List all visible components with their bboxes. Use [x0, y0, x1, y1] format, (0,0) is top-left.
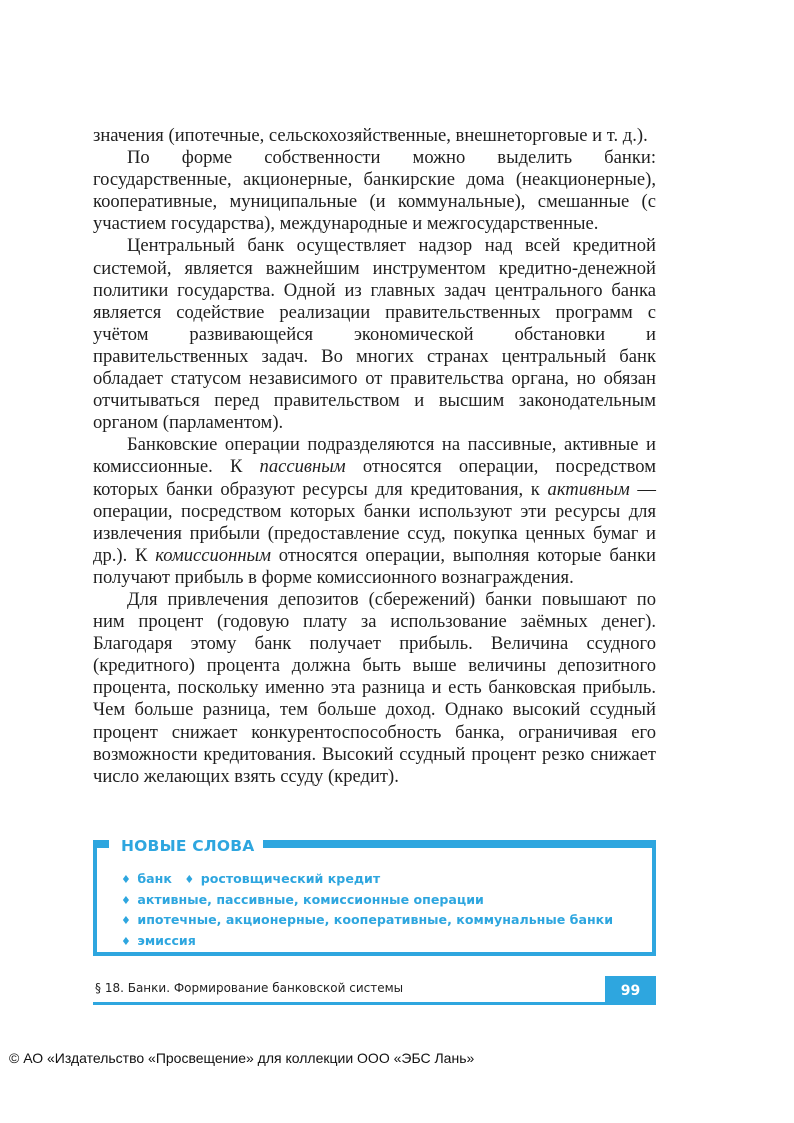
paragraph-5: Для привлечения депозитов (сбережений) банки повышают по ним процент (годовую плату за использование заёмных денег). Благодаря этому банк получает прибыль. Величина ссудного (кредитного) процента должна быть выше величины депозитного процента, поскольку именно эта разница и есть банковская прибыль. Чем больше разница, тем больше доход. Однако высокий ссудный процент снижает конкурентоспособность банка, ограничивая его возможности кредитования. Высокий ссудный процент резко снижает число желающих взять ссуду (кредит).: [93, 588, 656, 787]
new-words-line: [121, 931, 621, 952]
paragraph-4-part-3: — операции, посредством которых банки используют эти ресурсы для извлечения прибыли (предоставление ссуд, покупка ценных бумаг и др.). К: [93, 478, 657, 566]
new-words-topbar-right: [263, 840, 656, 848]
new-words-line: [121, 910, 621, 931]
new-words-title: НОВЫЕ СЛОВА: [121, 837, 255, 855]
term-active: активным: [547, 478, 630, 500]
new-words-box: [93, 837, 656, 956]
new-word: ипотечные, акционерные, кооперативные, коммунальные банки: [137, 912, 614, 927]
paragraph-4-part-2: относятся операции, посредством которых банки образуют ресурсы для кредитования, к: [93, 456, 656, 500]
diamond-bullet-icon: ♦: [121, 914, 131, 927]
diamond-bullet-icon: ♦: [121, 873, 131, 886]
diamond-bullet-icon: ♦: [184, 873, 195, 886]
diamond-bullet-icon: ♦: [121, 893, 131, 907]
new-words-line: [121, 869, 621, 890]
paragraph-2: По форме собственности можно выделить банки: государственные, акционерные, банкирские дома (неакционерные), кооперативные, муниципальные (и коммунальные), смешанные (с участием государства), международные и межгосударственные.: [93, 147, 656, 235]
paragraph-4-part-1: Банковские операции подразделяются на пассивные, активные и комиссионные. К: [93, 434, 656, 478]
copyright-notice: © АО «Издательство «Просвещение» для коллекции ООО «ЭБС Лань»: [9, 1050, 475, 1066]
diamond-bullet-icon: ♦: [121, 934, 131, 948]
new-words-topbar-left: [93, 840, 109, 848]
paragraph-1: значения (ипотечные, сельскохозяйственные, внешнеторговые и т. д.).: [93, 125, 648, 146]
term-commission: комиссионным: [155, 544, 271, 566]
term-passive: пассивным: [259, 456, 346, 478]
paragraph-3: Центральный банк осуществляет надзор над всей кредитной системой, является важнейшим инструментом кредитно-денежной политики государства. Одной из главных задач центрального банка является содействие реализации правительственных программ с учётом развивающейся экономической обстановки и правительственных задач. Во многих странах центральный банк обладает статусом независимого от правительства органа, но обязан отчитываться перед правительством и высшим законодательным органом (парламентом).: [93, 235, 656, 434]
new-word: эмиссия: [137, 932, 196, 948]
paragraph-4-part-4: относятся операции, выполняя которые банки получают прибыль в форме комиссионного вознаграждения.: [93, 544, 656, 588]
new-words-list: [121, 869, 621, 951]
new-words-line: [121, 890, 621, 911]
new-word: активные, пассивные, комиссионные операции: [137, 891, 484, 907]
body-text: [93, 125, 656, 788]
new-word: ростовщический кредит: [200, 871, 381, 886]
footer-divider: [93, 1002, 656, 1005]
new-word: банк: [137, 871, 172, 886]
page-number: 99: [605, 976, 656, 1005]
paragraph-4: [93, 434, 656, 589]
running-footer: § 18. Банки. Формирование банковской системы: [95, 981, 404, 995]
